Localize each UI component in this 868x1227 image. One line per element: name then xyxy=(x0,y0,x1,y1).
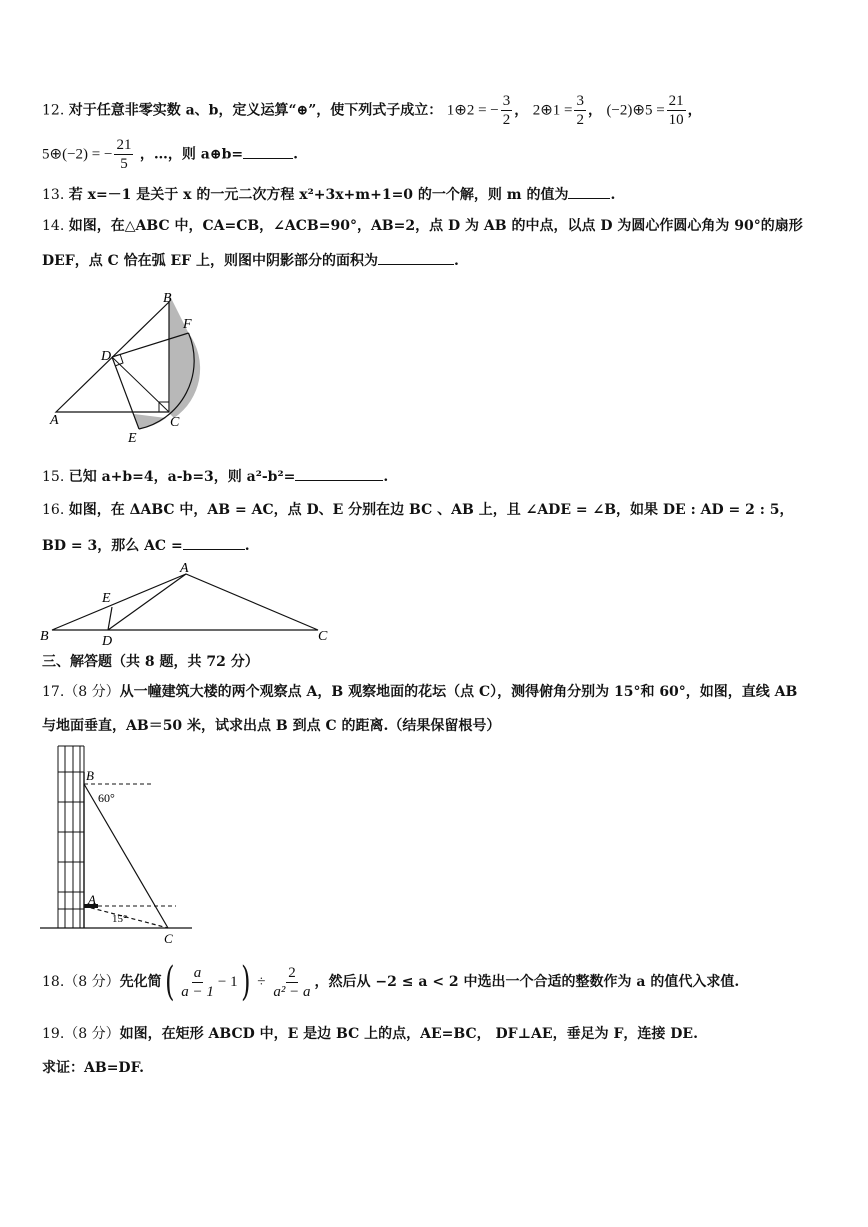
q19-score: （8 分） xyxy=(64,1026,120,1042)
q12-text: 对于任意非零实数 a、b，定义运算“⊕”，使下列式子成立： xyxy=(68,102,443,119)
label-b-16: B xyxy=(40,629,49,644)
q12-answer-blank xyxy=(243,144,293,159)
q14-text-2: DEF，点 C 恰在弧 EF 上，则图中阴影部分的面积为 xyxy=(42,253,378,269)
triangle-abc-16 xyxy=(52,574,318,630)
q14-number: 14. xyxy=(42,218,65,234)
q14-text-1: 如图，在△ABC 中，CA=CB，∠ACB=90°，AB=2，点 D 为 AB 的中点，以点 D 为圆心作圆心角为 90°的扇形 xyxy=(68,218,803,234)
q14-shaded-region-upper xyxy=(169,294,200,418)
q16-answer-blank xyxy=(183,535,245,550)
q15-number: 15. xyxy=(42,469,65,485)
q18-text-2: ，然后从 −2 ≤ a < 2 中选出一个合适的整数作为 a 的值代入求值. xyxy=(314,974,740,990)
label-a: A xyxy=(50,413,59,428)
q18-divide: ÷ xyxy=(257,974,266,990)
section-3-heading: 三、解答题（共 8 题，共 72 分） xyxy=(42,654,259,670)
label-f: F xyxy=(183,317,192,332)
q18-text-1: 先化简 xyxy=(119,974,162,990)
label-c-17: C xyxy=(164,931,173,946)
q12-example-3-fraction: $\frac{21}{10}$ xyxy=(668,93,684,128)
q12-line-2: 5⊕(−2) = − $\frac{21}{5}$ ，…，则 a⊕b= . xyxy=(42,137,298,172)
q12-example-3-lhs: (−2)⊕5 = xyxy=(606,102,665,119)
label-d: D xyxy=(101,349,112,364)
q16-text-1: 如图，在 ΔABC 中，AB = AC，点 D、E 分别在边 BC 、AB 上，且 ∠ADE = ∠B，如果 DE : AD = 2 : 5， xyxy=(68,502,794,518)
left-paren: ( xyxy=(164,959,175,1005)
q17-line-1 xyxy=(42,682,797,702)
q14-figure xyxy=(44,288,214,448)
q13-answer-blank xyxy=(568,184,610,199)
q15-line: 15. 已知 a+b=4，a-b=3，则 a²-b²= . xyxy=(42,466,388,487)
q17-score: （8 分） xyxy=(64,684,120,700)
q13-line: 13. 若 x=－1 是关于 x 的一元二次方程 x²+3x+m+1=0 的一个解，则 m 的值为 . xyxy=(42,184,615,205)
q12-example-4-fraction: $\frac{21}{5}$ xyxy=(116,137,132,172)
label-a-16: A xyxy=(180,561,189,576)
q14-answer-blank xyxy=(378,250,454,265)
q14-line-1 xyxy=(42,216,803,236)
q17-figure xyxy=(40,744,200,949)
q12-example-1-lhs: 1⊕2 = − xyxy=(446,102,499,119)
q16-line-2: BD = 3，那么 AC = . xyxy=(42,535,250,556)
q16-text-2: BD = 3，那么 AC = xyxy=(42,538,183,554)
label-e-16: E xyxy=(102,591,111,606)
q14-line-2: DEF，点 C 恰在弧 EF 上，则图中阴影部分的面积为 . xyxy=(42,250,459,271)
q17-text-2: 与地面垂直，AB＝50 米，试求出点 B 到点 C 的距离.（结果保留根号） xyxy=(42,718,501,734)
building xyxy=(58,746,84,928)
q18-score: （8 分） xyxy=(64,974,120,990)
segment-dc xyxy=(112,357,169,412)
label-60-degree: 60° xyxy=(98,791,115,805)
q12-example-2-lhs: 2⊕1 = xyxy=(532,102,573,119)
q15-text: 已知 a+b=4，a-b=3，则 a²-b²= xyxy=(68,469,296,485)
label-c-16: C xyxy=(318,629,328,644)
q18-fraction-1: $\frac{a}{a - 1}$ xyxy=(181,964,214,1000)
label-15-degree: 15° xyxy=(112,913,128,925)
label-b: B xyxy=(163,291,172,306)
q17-text-1: 从一幢建筑大楼的两个观察点 A，B 观察地面的花坛（点 C），测得俯角分别为 15°和 60°，如图，直线 AB xyxy=(119,684,798,700)
q12-example-2-fraction: $\frac{3}{2}$ xyxy=(576,93,584,128)
label-a-17: A xyxy=(88,892,96,907)
q12-question: ，…，则 a⊕b= xyxy=(139,146,244,163)
segment-de xyxy=(112,357,139,429)
q15-answer-blank xyxy=(295,466,383,481)
q18-line xyxy=(42,958,739,1006)
q19-proof: 求证：AB=DF. xyxy=(42,1060,144,1076)
label-b-17: B xyxy=(86,768,94,783)
label-c: C xyxy=(170,415,180,430)
q12-example-4-lhs: 5⊕(−2) = − xyxy=(42,146,113,163)
q17-line-2 xyxy=(42,716,500,736)
q19-number: 19. xyxy=(42,1026,65,1042)
q19-text: 如图，在矩形 ABCD 中，E 是边 BC 上的点，AE=BC， DF⊥AE，垂足为 F，连接 DE. xyxy=(119,1026,698,1042)
q16-line-1 xyxy=(42,500,794,520)
q16-number: 16. xyxy=(42,502,65,518)
q17-number: 17. xyxy=(42,684,65,700)
q18-number: 18. xyxy=(42,974,65,990)
q16-figure xyxy=(36,560,346,648)
q19-line xyxy=(42,1024,698,1044)
right-paren: ) xyxy=(240,959,251,1005)
q13-text: 若 x=－1 是关于 x 的一元二次方程 x²+3x+m+1=0 的一个解，则 m 的值为 xyxy=(68,187,569,203)
q12-example-1-fraction: $\frac{3}{2}$ xyxy=(502,93,511,128)
q14-shaded-region-lower xyxy=(134,414,166,429)
q18-minus-one: − 1 xyxy=(217,974,238,990)
label-e: E xyxy=(128,431,137,446)
q12-number: 12. xyxy=(42,102,65,119)
segment-de-16 xyxy=(108,607,112,630)
q13-number: 13. xyxy=(42,187,65,203)
q18-fraction-2: $\frac{2}{\text{a² − a}}$ xyxy=(273,964,311,1000)
q12-line-1: 12. 对于任意非零实数 a、b，定义运算“⊕”，使下列式子成立： 1⊕2 = − $\frac{3}{2}$ ， 2⊕1 = $\frac{3}{2}$ ， (−2)⊕5 = $\frac{21}{10}$ ， xyxy=(42,93,702,128)
label-d-16: D xyxy=(102,634,113,648)
